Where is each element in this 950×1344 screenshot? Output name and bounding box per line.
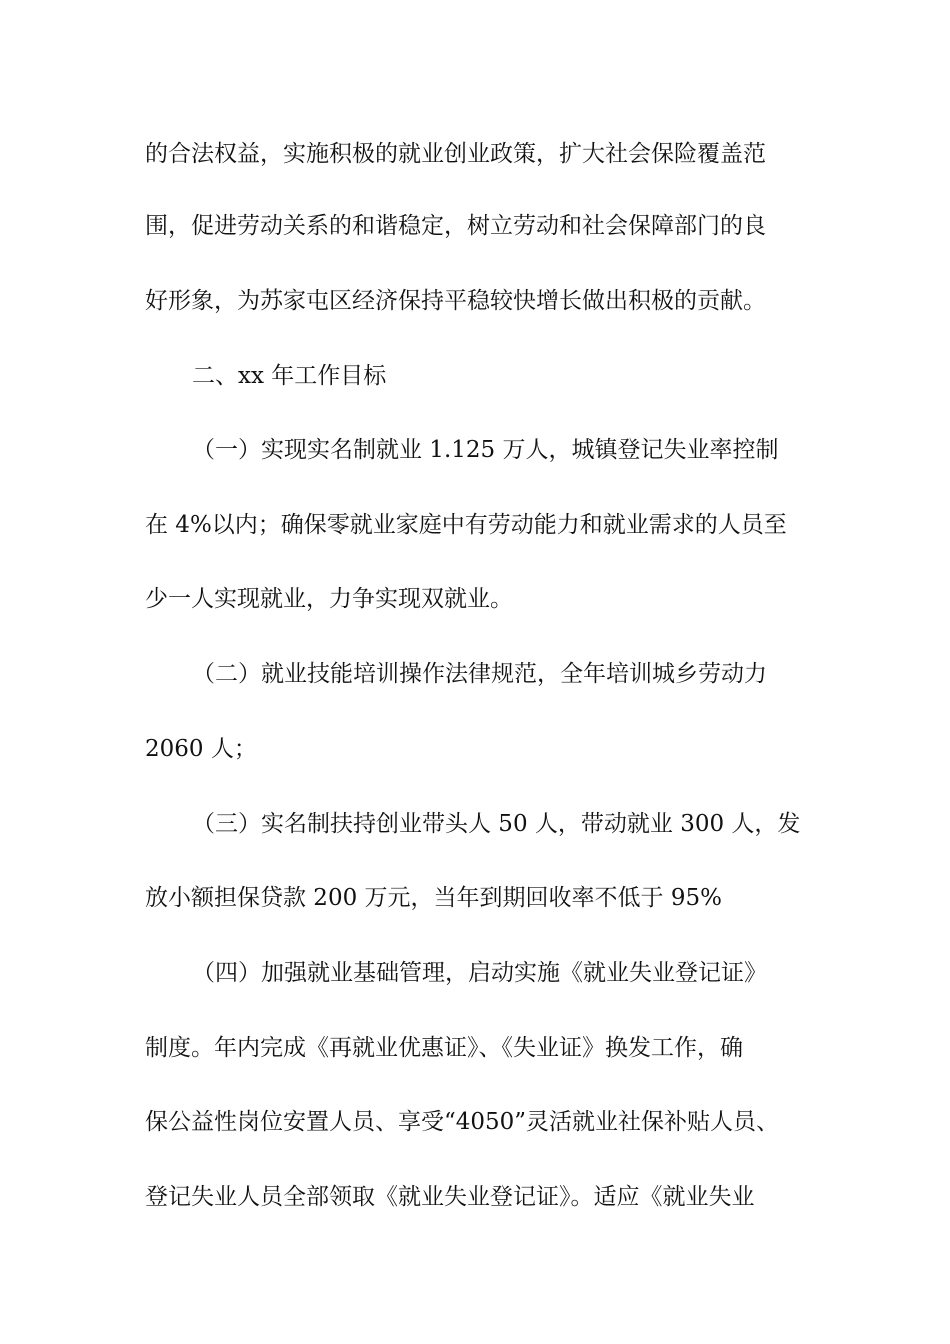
section-heading: 二、xx 年工作目标 [192,363,387,389]
paragraph-line: 围，促进劳动关系的和谐稳定，树立劳动和社会保障部门的良 [145,213,766,239]
paragraph-line: 2060 人； [145,736,257,762]
paragraph-line: （四）加强就业基础管理，启动实施《就业失业登记证》 [192,960,767,986]
paragraph-line: 放小额担保贷款 200 万元，当年到期回收率不低于 95% [145,885,722,911]
paragraph-line: 保公益性岗位安置人员、享受“4050”灵活就业社保补贴人员、 [145,1109,780,1135]
paragraph-line: 制度。年内完成《再就业优惠证》、《失业证》换发工作，确 [145,1035,743,1061]
paragraph-line: （一）实现实名制就业 1.125 万人，城镇登记失业率控制 [192,437,779,463]
paragraph-line: 的合法权益，实施积极的就业创业政策，扩大社会保险覆盖范 [145,141,766,167]
paragraph-line: 好形象，为苏家屯区经济保持平稳较快增长做出积极的贡献。 [145,288,766,314]
paragraph-line: （二）就业技能培训操作法律规范，全年培训城乡劳动力 [192,661,767,687]
paragraph-line: 在 4%以内；确保零就业家庭中有劳动能力和就业需求的人员至 [145,512,787,538]
paragraph-line: 登记失业人员全部领取《就业失业登记证》。适应《就业失业 [145,1184,755,1210]
paragraph-line: 少一人实现就业，力争实现双就业。 [145,586,513,612]
paragraph-line: （三）实名制扶持创业带头人 50 人，带动就业 300 人，发 [192,811,801,837]
